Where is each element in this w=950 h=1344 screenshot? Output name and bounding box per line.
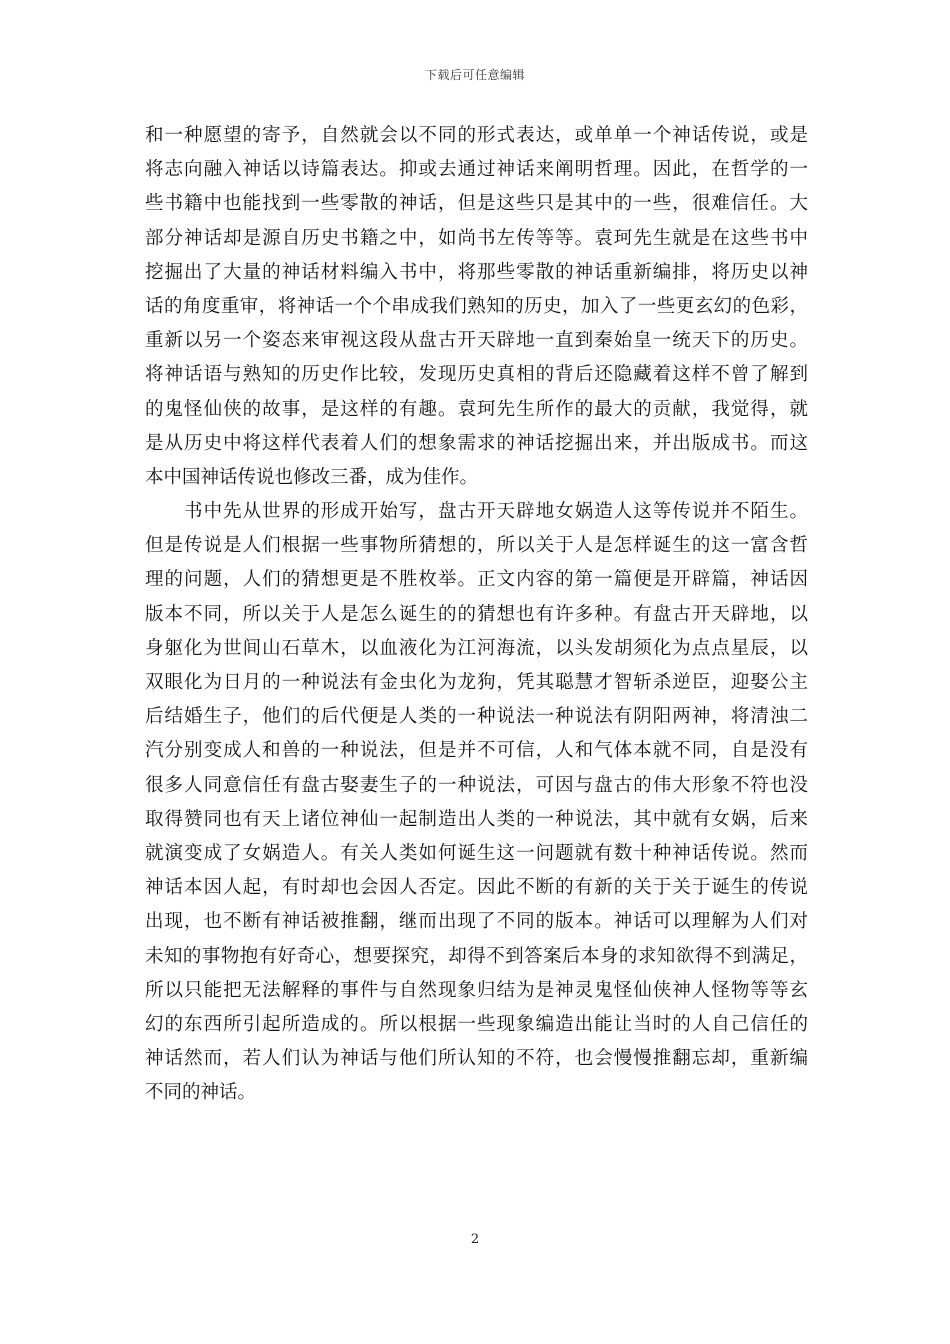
text-line: 部分神话却是源自历史书籍之中，如尚书左传等等。袁珂先生就是在这些书中 (145, 227, 808, 249)
text-line: 幻的东西所引起所造成的。所以根据一些现象编造出能让当时的人自己信任的 (145, 1013, 808, 1035)
text-line: 版本不同，所以关于人是怎么诞生的的猜想也有许多种。有盘古开天辟地，以 (145, 603, 808, 625)
text-line: 不同的神话。 (145, 1082, 257, 1104)
text-line: 话的角度重审，将神话一个个串成我们熟知的历史，加入了一些更玄幻的色彩， (145, 295, 808, 317)
text-line: 神话然而，若人们认为神话与他们所认知的不符，也会慢慢推翻忘却，重新编 (145, 1048, 808, 1070)
text-line: 但是传说是人们根据一些事物所猜想的，所以关于人是怎样诞生的这一富含哲 (145, 535, 808, 557)
page-number: 2 (470, 1232, 480, 1247)
text-line: 身躯化为世间山石草木，以血液化为江河海流，以头发胡须化为点点星辰，以 (145, 637, 808, 659)
text-line: 挖掘出了大量的神话材料编入书中，将那些零散的神话重新编排，将历史以神 (145, 261, 808, 283)
text-line: 后结婚生子，他们的后代便是人类的一种说法一种说法有阴阳两神，将清浊二 (145, 706, 808, 728)
text-line: 将志向融入神话以诗篇表达。抑或去通过神话来阐明哲理。因此，在哲学的一 (145, 159, 808, 181)
text-line: 未知的事物抱有好奇心，想要探究，却得不到答案后本身的求知欲得不到满足， (145, 945, 808, 967)
text-line: 出现，也不断有神话被推翻，继而出现了不同的版本。神话可以理解为人们对 (145, 911, 808, 933)
text-line: 将神话语与熟知的历史作比较，发现历史真相的背后还隐藏着这样不曾了解到 (145, 364, 808, 386)
text-line: 书中先从世界的形成开始写，盘古开天辟地女娲造人这等传说并不陌生。 (145, 501, 808, 523)
text-line: 神话本因人起，有时却也会因人否定。因此不断的有新的关于关于诞生的传说 (145, 877, 808, 899)
text-line: 所以只能把无法解释的事件与自然现象归结为是神灵鬼怪仙侠神人怪物等等玄 (145, 979, 808, 1001)
page-header: 下载后可任意编辑 (424, 68, 525, 82)
text-line: 取得赞同也有天上诸位神仙一起制造出人类的一种说法，其中就有女娲，后来 (145, 808, 808, 830)
text-line: 些书籍中也能找到一些零散的神话，但是这些只是其中的一些，很难信任。大 (145, 193, 808, 215)
text-line: 的鬼怪仙侠的故事，是这样的有趣。袁珂先生所作的最大的贡献，我觉得，就 (145, 398, 808, 420)
text-line: 双眼化为日月的一种说法有金虫化为龙狗，凭其聪慧才智斩杀逆臣，迎娶公主 (145, 672, 808, 693)
text-line: 和一种愿望的寄予，自然就会以不同的形式表达，或单单一个神话传说，或是 (145, 125, 808, 146)
text-line: 本中国神话传说也修改三番，成为佳作。 (145, 466, 479, 488)
paragraph-1 (145, 119, 808, 495)
text-line: 重新以另一个姿态来审视这段从盘古开天辟地一直到秦始皇一统天下的历史。 (145, 330, 808, 352)
document-body (145, 119, 808, 1110)
text-line: 理的问题，人们的猜想更是不胜枚举。正文内容的第一篇便是开辟篇，神话因 (145, 569, 808, 591)
text-line: 很多人同意信任有盘古娶妻生子的一种说法，可因与盘古的伟大形象不符也没 (145, 774, 808, 796)
paragraph-2 (145, 495, 808, 1110)
text-line: 汽分别变成人和兽的一种说法，但是并不可信，人和气体本就不同，自是没有 (145, 740, 808, 762)
text-line: 是从历史中将这样代表着人们的想象需求的神话挖掘出来，并出版成书。而这 (145, 432, 808, 454)
text-line: 就演变成了女娲造人。有关人类如何诞生这一问题就有数十种神话传说。然而 (145, 842, 808, 864)
